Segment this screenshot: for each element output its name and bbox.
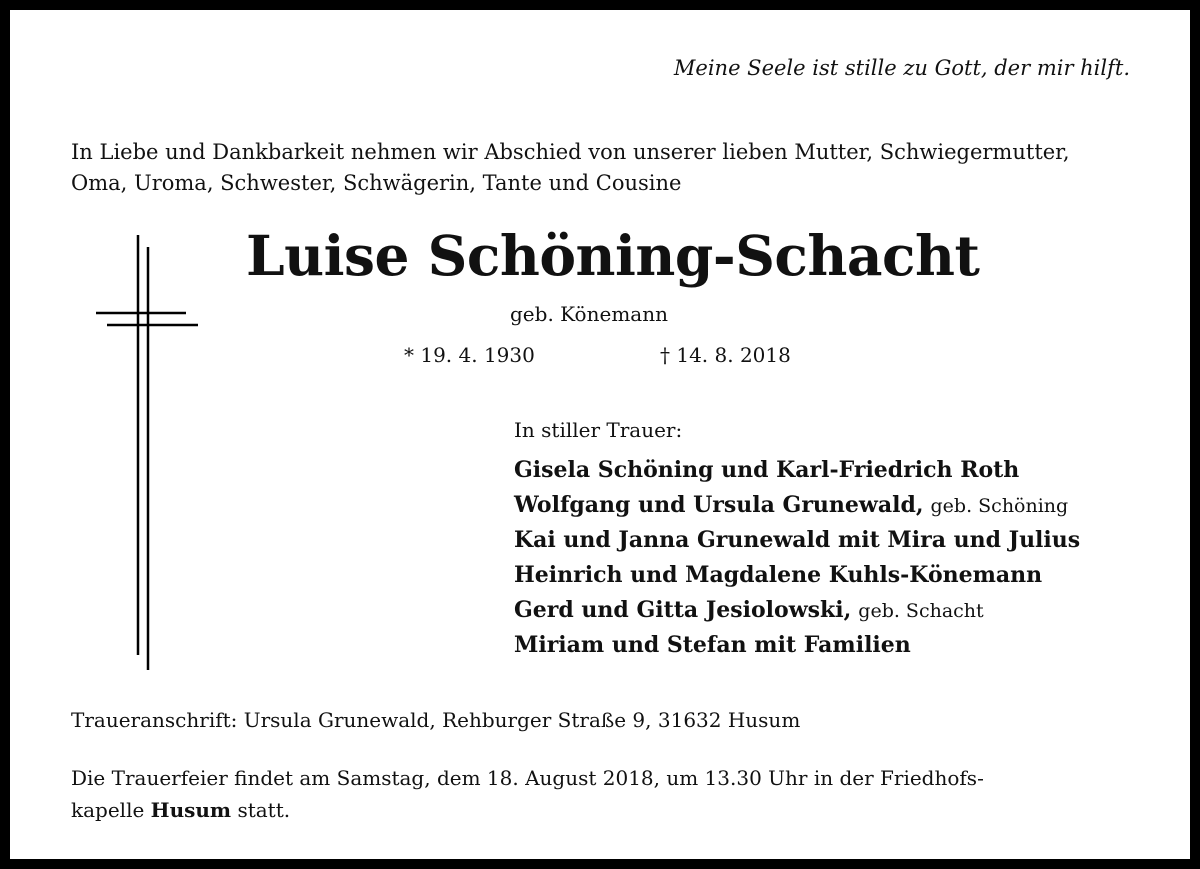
motto: Meine Seele ist stille zu Gott, der mir hilft. — [673, 56, 1130, 80]
ceremony-line-2 — [71, 794, 984, 826]
mourner-names: Wolfgang und Ursula Grunewald, — [514, 492, 924, 518]
ceremony-notice — [71, 762, 984, 826]
mourner-names: Heinrich und Magdalene Kuhls-Könemann — [514, 562, 1043, 588]
mourning-address: Traueranschrift: Ursula Grunewald, Rehburger Straße 9, 31632 Husum — [71, 708, 801, 732]
mourner-row — [514, 558, 1080, 593]
mourner-names: Gerd und Gitta Jesiolowski, — [514, 597, 852, 623]
cross-icon — [90, 235, 200, 670]
birth-date: * 19. 4. 1930 — [404, 343, 535, 367]
obituary-card — [10, 10, 1190, 859]
ceremony-line-1: Die Trauerfeier findet am Samstag, dem 18. August 2018, um 13.30 Uhr in der Friedhofs- — [71, 766, 984, 790]
mourner-row — [514, 593, 1080, 628]
mourner-names: Kai und Janna Grunewald mit Mira und Julius — [514, 527, 1081, 553]
mourner-note: geb. Schacht — [858, 600, 984, 622]
mourner-row — [514, 523, 1080, 558]
mourner-row — [514, 488, 1080, 523]
mourner-note: geb. Schöning — [930, 495, 1069, 517]
intro-text — [71, 137, 1070, 199]
ceremony-place: Husum — [150, 798, 232, 822]
deceased-name: Luise Schöning-Schacht — [246, 223, 980, 288]
intro-line-1: In Liebe und Dankbarkeit nehmen wir Abschied von unserer lieben Mutter, Schwiegermutter, — [71, 140, 1070, 164]
mourner-row — [514, 453, 1080, 488]
birth-name: geb. Könemann — [510, 302, 668, 326]
ceremony-text: kapelle — [71, 798, 145, 822]
intro-line-2: Oma, Uroma, Schwester, Schwägerin, Tante und Cousine — [71, 171, 682, 195]
mourners-list — [514, 453, 1080, 663]
mourner-names: Gisela Schöning und Karl-Friedrich Roth — [514, 457, 1020, 483]
death-date: † 14. 8. 2018 — [660, 343, 791, 367]
mourner-row — [514, 628, 1080, 663]
mourners-label: In stiller Trauer: — [514, 418, 683, 442]
ceremony-text-end: statt. — [237, 798, 291, 822]
mourner-names: Miriam und Stefan mit Familien — [514, 632, 911, 658]
